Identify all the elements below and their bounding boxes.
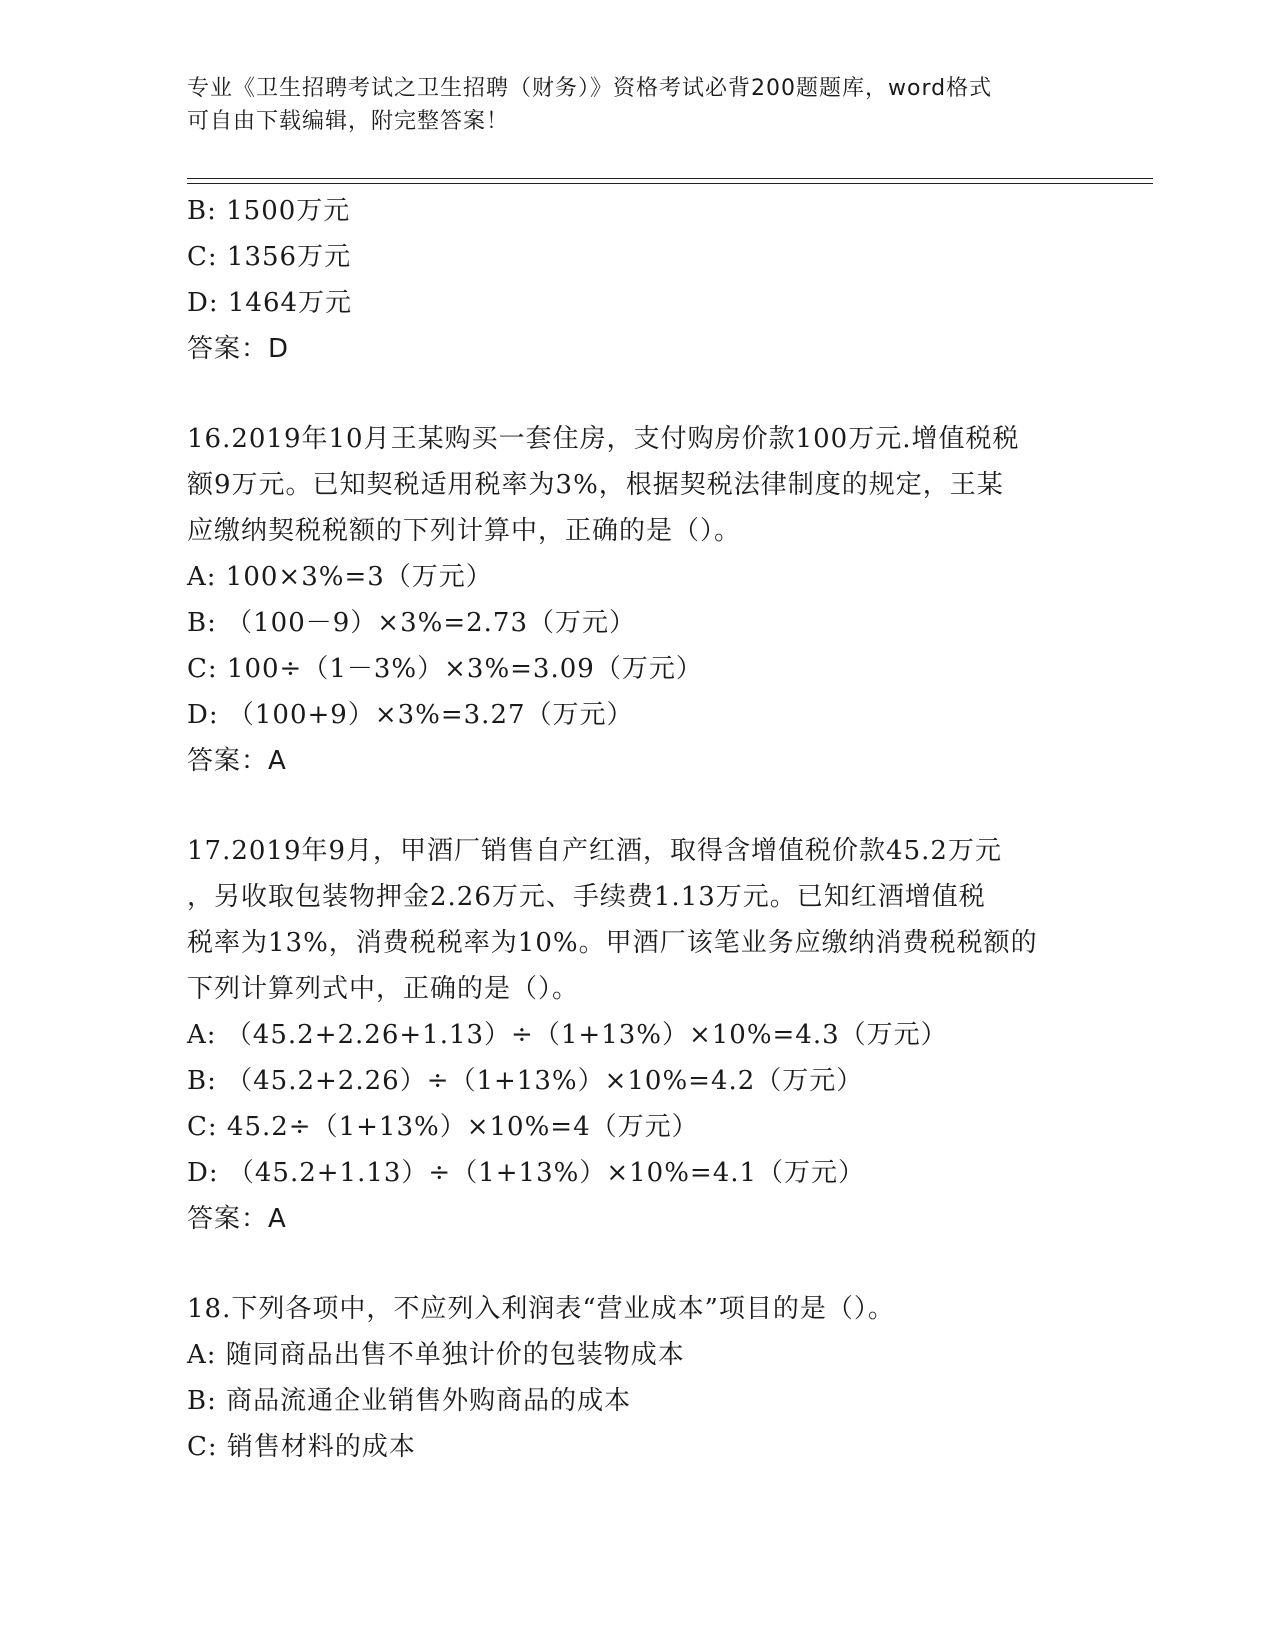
spacer (187, 372, 1087, 416)
option-d: D: 1464万元 (187, 288, 353, 318)
question-stem-line: 下列计算列式中，正确的是（）。 (187, 974, 580, 1004)
option-d: D: （100+9）×3%=3.27（万元） (187, 700, 634, 730)
header-divider-bottom (187, 183, 1153, 184)
option-d: D: （45.2+1.13）÷（1+13%）×10%=4.1（万元） (187, 1158, 866, 1188)
question-stem-line: 17.2019年9月，甲酒厂销售自产红酒，取得含增值税价款45.2万元 (187, 836, 1002, 866)
option-c: C: 45.2÷（1+13%）×10%=4（万元） (187, 1112, 699, 1142)
option-b: B: 1500万元 (187, 196, 351, 226)
spacer (187, 1242, 1087, 1286)
question-content (187, 188, 1087, 1470)
option-c: C: 销售材料的成本 (187, 1432, 416, 1462)
question-stem-line: 税率为13%，消费税税率为10%。甲酒厂该笔业务应缴纳消费税税额的 (187, 928, 1038, 958)
question-stem-line: 16.2019年10月王某购买一套住房，支付购房价款100万元.增值税税 (187, 424, 1020, 454)
prev-question-block (187, 188, 1087, 372)
option-b: B: （100－9）×3%=2.73（万元） (187, 608, 637, 638)
spacer (187, 784, 1087, 828)
question-stem-line: 18.下列各项中，不应列入利润表“营业成本”项目的是（）。 (187, 1294, 895, 1324)
option-b: B: 商品流通企业销售外购商品的成本 (187, 1386, 632, 1416)
option-c: C: 1356万元 (187, 242, 352, 272)
option-b: B: （45.2+2.26）÷（1+13%）×10%=4.2（万元） (187, 1066, 864, 1096)
answer-line: 答案：A (187, 1204, 287, 1234)
question-stem-line: 应缴纳契税税额的下列计算中，正确的是（）。 (187, 516, 742, 546)
question-18 (187, 1286, 1087, 1470)
answer-line: 答案：A (187, 746, 287, 776)
question-stem-line: 额9万元。已知契税适用税率为3%，根据契税法律制度的规定，王某 (187, 470, 1004, 500)
option-c: C: 100÷（1－3%）×3%=3.09（万元） (187, 654, 703, 684)
option-a: A: 100×3%=3（万元） (187, 562, 493, 592)
header-line-1: 专业《卫生招聘考试之卫生招聘（财务）》资格考试必背200题题库，word格式 (187, 76, 993, 101)
option-a: A: （45.2+2.26+1.13）÷（1+13%）×10%=4.3（万元） (187, 1020, 948, 1050)
document-header (187, 72, 1087, 138)
question-stem-line: ，另收取包装物押金2.26万元、手续费1.13万元。已知红酒增值税 (187, 882, 986, 912)
answer-line: 答案：D (187, 334, 290, 364)
question-16 (187, 416, 1087, 784)
question-17 (187, 828, 1087, 1242)
header-line-2: 可自由下载编辑，附完整答案！ (187, 109, 510, 134)
header-divider-top (187, 178, 1153, 179)
option-a: A: 随同商品出售不单独计价的包装物成本 (187, 1340, 685, 1370)
